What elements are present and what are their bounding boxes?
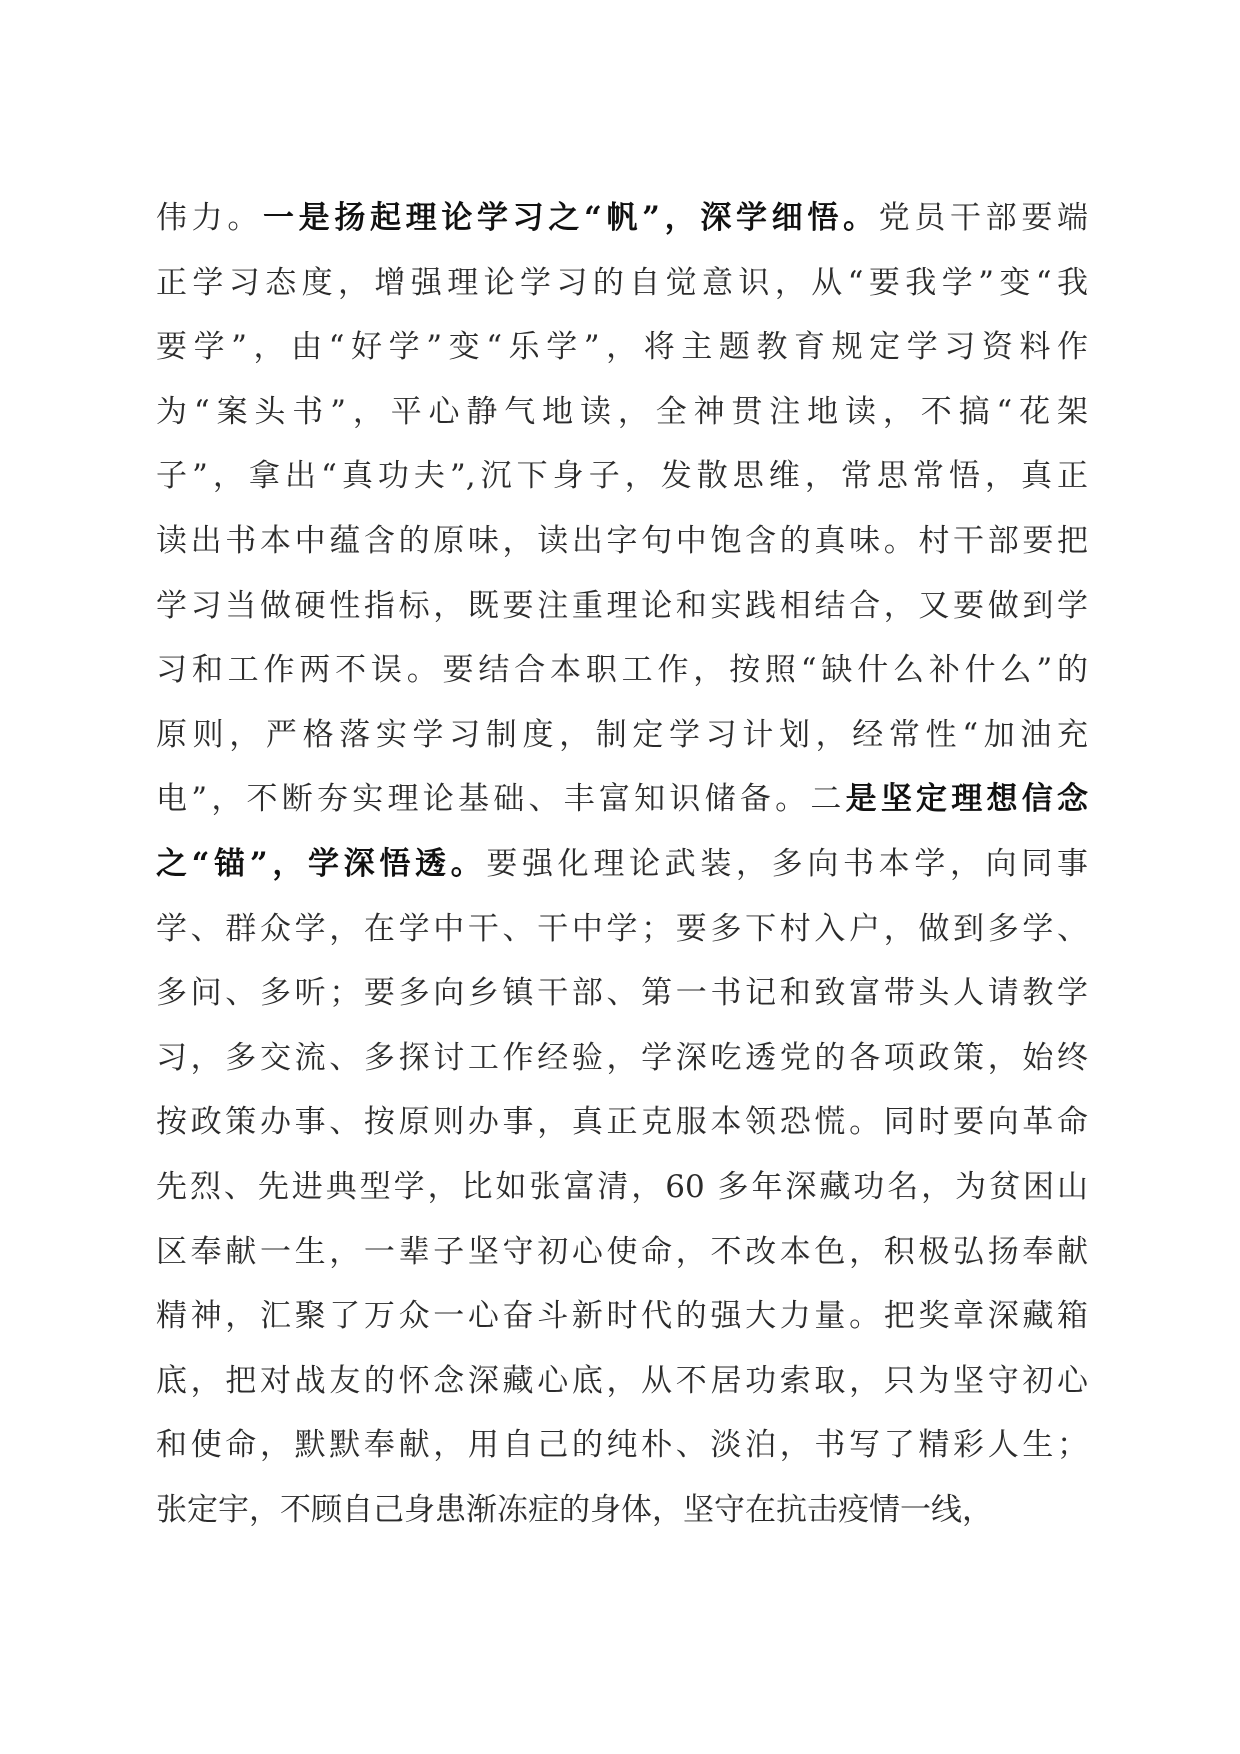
body-text-segment: 子”，拿出“真功夫”,沉下身子，发散思维，常思常悟，真正 bbox=[156, 458, 1088, 495]
body-text-segment: 区奉献一生，一辈子坚守初心使命，不改本色，积极弘扬奉献 bbox=[156, 1233, 1088, 1270]
body-text-segment: 电”，不断夯实理论基础、丰富知识储备。二 bbox=[156, 781, 846, 818]
body-text-segment: 精神，汇聚了万众一心奋斗新时代的强大力量。把奖章深藏箱 bbox=[156, 1298, 1088, 1335]
text-line bbox=[156, 1478, 1088, 1543]
body-text-segment: 党员干部要端 bbox=[878, 200, 1089, 236]
body-text-segment: 要强化理论武装，多向书本学，向同事 bbox=[486, 845, 1088, 882]
body-text-segment: 正学习态度，增强理论学习的自觉意识，从“要我学”变“我 bbox=[156, 264, 1088, 301]
text-line bbox=[156, 767, 1088, 832]
text-line bbox=[156, 703, 1088, 768]
body-text-segment: 和使命，默默奉献，用自己的纯朴、淡泊，书写了精彩人生； bbox=[156, 1427, 1088, 1464]
text-line bbox=[156, 1155, 1088, 1220]
text-line bbox=[156, 638, 1088, 703]
body-text-segment: 学习当做硬性指标，既要注重理论和实践相结合，又要做到学 bbox=[156, 587, 1088, 624]
text-line bbox=[156, 444, 1088, 509]
text-line bbox=[156, 1284, 1088, 1349]
text-line bbox=[156, 897, 1088, 962]
body-text-segment: 按政策办事、按原则办事，真正克服本领恐慌。同时要向革命 bbox=[156, 1104, 1088, 1141]
text-line bbox=[156, 251, 1088, 316]
body-text-segment: 多问、多听；要多向乡镇干部、第一书记和致富带头人请教学 bbox=[156, 975, 1088, 1012]
text-line bbox=[156, 315, 1088, 380]
bold-heading-text: 一是扬起理论学习之“帆”，深学细悟。 bbox=[263, 200, 879, 236]
body-text-segment: 为“案头书”，平心静气地读，全神贯注地读，不搞“花架 bbox=[156, 393, 1088, 430]
text-line bbox=[156, 1220, 1088, 1285]
body-text-segment: 张定宇，不顾自己身患渐冻症的身体，坚守在抗击疫情一线， bbox=[156, 1491, 993, 1528]
body-text-segment: 原则，严格落实学习制度，制定学习计划，经常性“加油充 bbox=[156, 716, 1088, 753]
bold-heading-text: 之“锚”，学深悟透。 bbox=[156, 845, 487, 882]
body-text-segment: 学、群众学，在学中干、干中学；要多下村入户，做到多学、 bbox=[156, 910, 1088, 947]
body-text bbox=[156, 186, 1088, 1542]
body-text-segment: 习和工作两不误。要结合本职工作，按照“缺什么补什么”的 bbox=[156, 652, 1088, 689]
bold-heading-text: 是坚定理想信念 bbox=[845, 781, 1088, 818]
body-text-segment: 读出书本中蕴含的原味，读出字句中饱含的真味。村干部要把 bbox=[156, 522, 1088, 559]
text-line bbox=[156, 1413, 1088, 1478]
body-text-segment: 底，把对战友的怀念深藏心底，从不居功索取，只为坚守初心 bbox=[156, 1362, 1088, 1399]
text-line bbox=[156, 380, 1088, 445]
text-line bbox=[156, 1349, 1088, 1414]
body-text-segment: 伟力。 bbox=[156, 200, 263, 236]
text-line bbox=[156, 832, 1088, 897]
text-line bbox=[156, 961, 1088, 1026]
text-line bbox=[156, 186, 1088, 251]
body-text-segment: 先烈、先进典型学，比如张富清，60 多年深藏功名，为贫困山 bbox=[156, 1168, 1088, 1205]
text-line bbox=[156, 1026, 1088, 1091]
text-line bbox=[156, 574, 1088, 639]
text-line bbox=[156, 1090, 1088, 1155]
text-line bbox=[156, 509, 1088, 574]
body-text-segment: 要学”，由“好学”变“乐学”，将主题教育规定学习资料作 bbox=[156, 329, 1088, 366]
body-text-segment: 习，多交流、多探讨工作经验，学深吃透党的各项政策，始终 bbox=[156, 1039, 1088, 1076]
